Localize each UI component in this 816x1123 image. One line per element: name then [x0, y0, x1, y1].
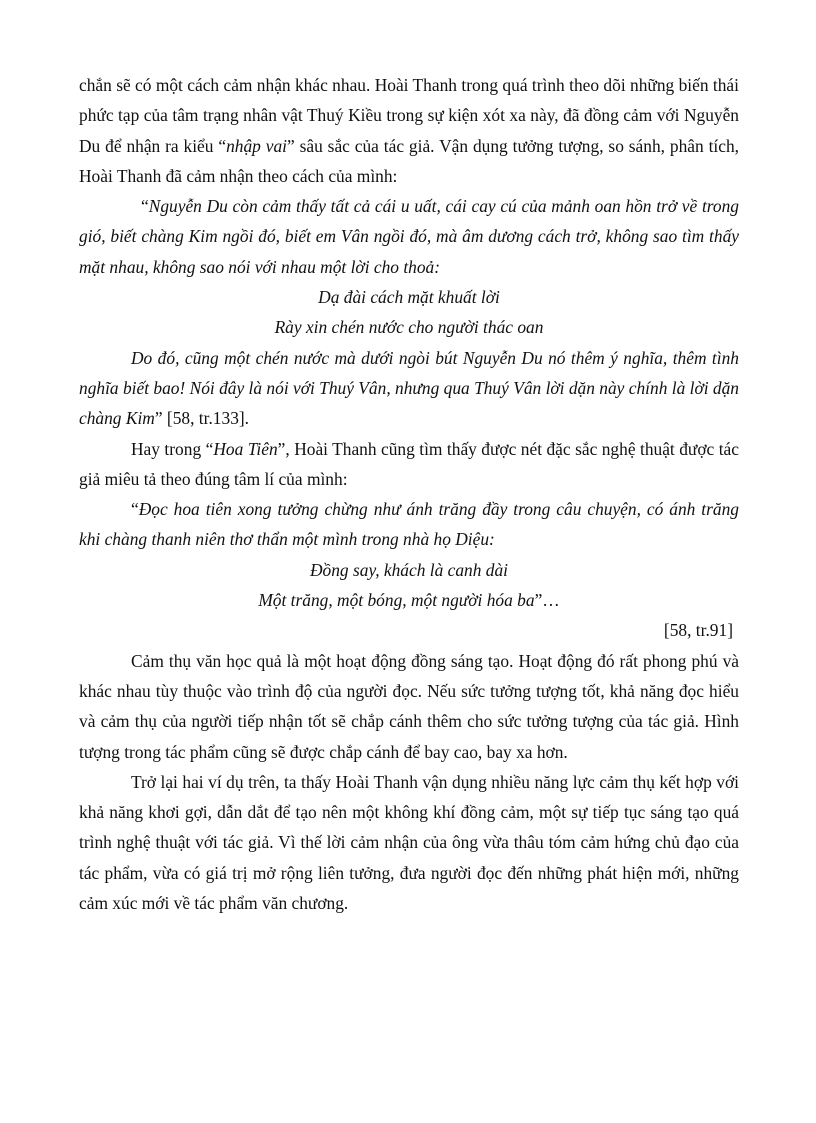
quote-one-continuation-text: Do đó, cũng một chén nước mà dưới ngòi bút Nguyễn Du nó thêm ý nghĩa, thêm tình nghĩa biết bao! Nói đây là nói với Thuý Vân, nhưng qua Thuý Vân lời dặn này chính là lời dặn chàng Kim: [79, 347, 739, 429]
verse-one-line-1: Dạ đài cách mặt khuất lời: [318, 287, 500, 308]
paragraph-intro-emphasis: nhập vai: [226, 135, 287, 156]
paragraph-intro: [79, 70, 739, 191]
paragraph-intro-text-b: ” sâu sắc của tác giả. Vận dụng tưởng tượng, so sánh, phân tích, Hoài Thanh đã cảm nhận theo cách của mình:: [79, 135, 740, 186]
verse-two-line-1: Đồng say, khách là canh dài: [309, 559, 509, 580]
paragraph-co-creation: Cảm thụ văn học quả là một hoạt động đồng sáng tạo. Hoạt động đó rất phong phú và khác nhau tùy thuộc vào trình độ của người đọc. Nếu sức tưởng tượng tốt, khả năng đọc hiểu và cảm thụ của người tiếp nhận tốt sẽ chắp cánh thêm cho sức tưởng tượng của tác giả. Hình tượng trong tác phẩm cũng sẽ được chắp cánh để bay cao, bay xa hơn.: [79, 650, 739, 762]
verse-two-close-mark: ”…: [534, 590, 560, 611]
paragraph-hoa-tien-text-a: Hay trong “: [131, 438, 214, 459]
quote-two-text: Đọc hoa tiên xong tưởng chừng như ánh trăng đầy trong câu chuyện, có ánh trăng khi chàng thanh niên thơ thẩn một mình trong nhà họ Diệu:: [79, 499, 739, 550]
document-page: [79, 70, 739, 918]
quote-one-citation: ” [58, tr.133].: [154, 408, 250, 429]
quote-two-citation: [58, tr.91]: [663, 620, 733, 641]
quote-one-open-mark: “: [141, 196, 149, 217]
paragraph-conclusion: Trở lại hai ví dụ trên, ta thấy Hoài Thanh vận dụng nhiều năng lực cảm thụ kết hợp với khả năng khơi gợi, dẫn dắt để tạo nên một không khí đồng cảm, một sự tiếp tục sáng tạo quá trình nghệ thuật với tác giả. Vì thế lời cảm nhận của ông vừa thâu tóm cảm hứng chủ đạo của tác phẩm, vừa có giá trị mở rộng liên tưởng, đưa người đọc đến những phát hiện mới, những cảm xúc mới về tác phẩm văn chương.: [79, 771, 739, 914]
paragraph-hoa-tien: [79, 434, 739, 495]
paragraph-hoa-tien-text-b: ”, Hoài Thanh cũng tìm thấy được nét đặc sắc nghệ thuật được tác giả miêu tả theo đúng tâm lí của mình:: [79, 438, 739, 489]
verse-two-line-2: [79, 585, 739, 615]
verse-two-line-2-text: Một trăng, một bóng, một người hóa ba: [258, 590, 535, 611]
quote-one-continuation: [79, 343, 739, 434]
quote-two: [79, 494, 739, 555]
verse-one-line-2: Rày xin chén nước cho người thác oan: [274, 317, 544, 338]
paragraph-intro-text-a: chắn sẽ có một cách cảm nhận khác nhau. Hoài Thanh trong quá trình theo dõi những biến thái phức tạp của tâm trạng nhân vật Thuý Kiều trong sự kiện xót xa này, đã đồng cảm với Nguyễn Du để nhận ra kiểu “: [79, 75, 739, 156]
quote-two-open-mark: “: [131, 499, 139, 520]
quote-one: [79, 191, 739, 282]
quote-one-text: Nguyễn Du còn cảm thấy tất cả cái u uất, cái cay cú của mảnh oan hồn trở về trong gió, biết chàng Kim ngồi đó, biết em Vân ngồi đó, mà âm dương cách trở, không sao tìm thấy mặt nhau, không sao nói với nhau một lời cho thoả:: [79, 196, 739, 277]
paragraph-hoa-tien-emphasis: Hoa Tiên: [213, 438, 278, 459]
